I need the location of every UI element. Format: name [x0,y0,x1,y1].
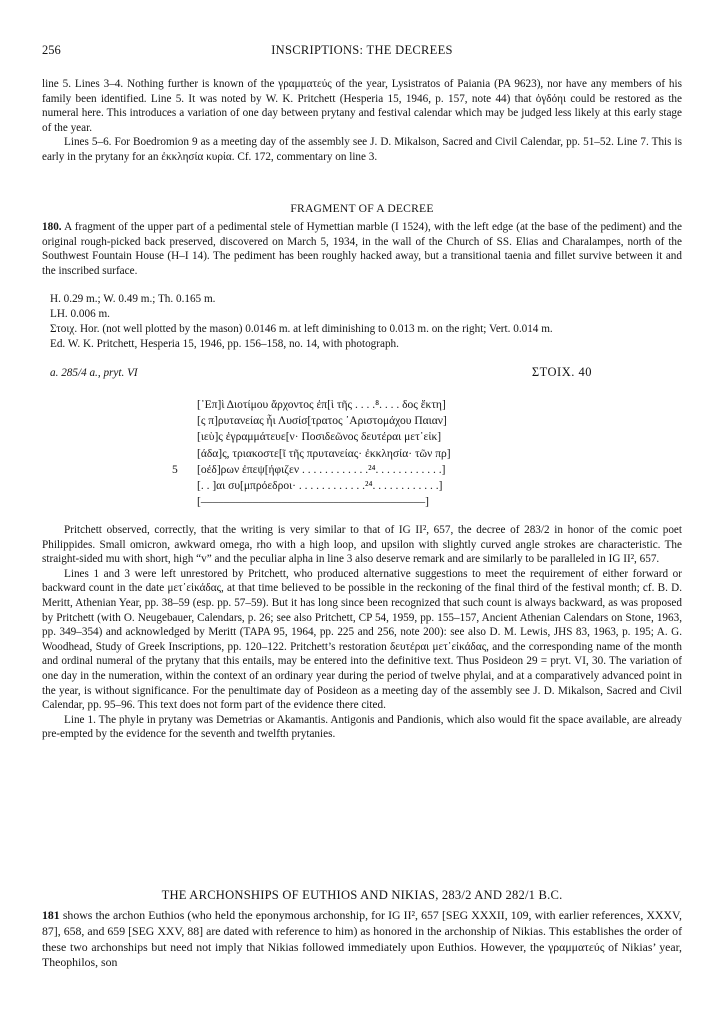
dimensions: H. 0.29 m.; W. 0.49 m.; Th. 0.165 m. [50,293,216,305]
inscription-line: [᾿Επ]ὶ Διοτίμου ἄρχοντος ἐπ[ὶ τῆς . . . .⁸. . . . δος ἕκτη] [197,399,446,411]
section-title-fragment: FRAGMENT OF A DECREE [290,202,434,215]
entry-181 [42,908,682,971]
line-number: 5 [172,463,178,476]
letter-height: LH. 0.006 m. [50,308,110,320]
inscription-line: [–––––––––––––––––––––––––––––––––––––––] [197,496,429,509]
entry-number-181: 181 [42,908,60,922]
page-number: 256 [42,43,61,57]
inscription-line: [. . ]αι συ[μπρόεδροι· . . . . . . . . . . . .²⁴. . . . . . . . . . . .] [197,480,443,493]
intro-commentary [42,77,682,165]
entry-181-text: shows the archon Euthios (who held the eponymous archonship, for IG II², 657 [SEG XXXII, 109, with earlier references, XXXV, 87], 658, and 659 [SEG XXV, 88] are dated with reference to him) as honored in the archonship of Nikias. This establishes the order of these two archonships but need not imply that Nikias followed immediately upon Euthios. However, the γραμματεύς of Nikias’ year, Theophilos, son [42,908,682,970]
stoichedon-spacing: Στοιχ. Hor. (not well plotted by the mason) 0.0146 m. at left diminishing to 0.013 m. on the right; Vert. 0.014 m. [50,323,553,335]
inscription-date: a. 285/4 a., pryt. VI [50,367,138,379]
inscription-text [42,397,682,515]
inscription-line: [οέδ]ρων ἐπεψ[ήφιζεν . . . . . . . . . . . .²⁴. . . . . . . . . . . .] [197,463,446,476]
edition: Ed. W. K. Pritchett, Hesperia 15, 1946, pp. 156–158, no. 14, with photograph. [50,338,399,350]
inscription-line: [ιεὺ]ς ἐγραμμάτευε[ν· Ποσιδεῶνος δευτέραι μετ᾿εἰκ] [197,431,442,444]
section-title-archonships: THE ARCHONSHIPS OF EUTHIOS AND NIKIAS, 283/2 AND 282/1 B.C. [161,888,563,902]
intro-paragraph-2: Lines 5–6. For Boedromion 9 as a meeting day of the assembly see J. D. Mikalson, Sacred and Civil Calendar, pp. 51–52. Line 7. This is early in the prytany for an ἐκκλησία κυρία. Cf. 172, commentary on line 3. [42,136,682,163]
commentary-paragraph-3: Line 1. The phyle in prytany was Demetrias or Akamantis. Antigonis and Pandionis, which also would fit the space available, are already pre-empted by the evidence for the seventh and twelfth prytanies. [42,713,682,741]
inscription-line: [άδα]ς, τριακοστε[ῖ τῆς πρυτανείας· ἐκκλησία· τῶν πρ] [197,447,451,460]
entry-180-commentary [42,523,682,742]
commentary-paragraph-1: Pritchett observed, correctly, that the writing is very similar to that of IG II², 657, the decree of 283/2 in honor of the comic poet Philippides. Small omicron, awkward omega, rho with a high loop, and upsilon with slightly curved angle strokes are characteristic. The straight-sided mu with short, high “v” and the peculiar alpha in line 3 also deserve remark and are similarly to be paralleled in IG II², 657. [42,524,682,566]
entry-180-text: A fragment of the upper part of a pedimental stele of Hymettian marble (I 1524), with the left edge (at the base of the pediment) and the original rough-picked back preserved, discovered on March 5, 1934, in the wall of the Church of SS. Elias and Charalampes, north of the Southwest Fountain House (H–I 14). The pediment has been roughly hacked away, but a transitional taenia and fillet survive between it and the inscribed surface. [42,221,682,277]
entry-180-meta [50,292,553,352]
stoich-label: ΣΤΟΙΧ. 40 [531,365,592,379]
intro-paragraph-1: line 5. Lines 3–4. Nothing further is known of the γραμματεύς of the year, Lysistratos of Paiania (PA 9623), nor have any members of his family been identified. Line 5. It was noted by W. K. Pritchett (Hesperia 15, 1946, p. 157, note 44) that ὀγδόηι could be restored as the numeral here. This introduces a variation of one day between prytany and festival calendar which may be judged less likely at this early stage of the year. [42,78,682,134]
entry-number-180: 180. [42,221,62,233]
commentary-paragraph-2: Lines 1 and 3 were left unrestored by Pritchett, who produced alternative suggestions to meet the requirement of either forward or backward count in the date μετ᾿εἰκάδας, at that time believed to be possible in the reckoning of the final third of the festival month; cf. B. D. Meritt, Athenian Year, pp. 38–59 (esp. pp. 57–59). But it has long since been recognized that such count is always backward, as was proposed by Pritchett (with O. Neugebauer, Calendars, p. 26; see also Pritchett, CP 54, 1959, pp. 155–157, Ancient Athenian Calendars on Stone, 1963, pp. 349–354) and acknowledged by Meritt (TAPA 95, 1964, pp. 225 and 256, note 200): see also D. M. Lewis, JHS 83, 1963, p. 195; A. G. Woodhead, Study of Greek Inscriptions, pp. 120–122. Pritchett’s restoration δευτέραι μετ᾿εἰκάδας, and the corresponding name of the month and ordinal numeral of the prytany that this entails, may be entered into the definitive text. Thus Posideon 29 = pryt. VI, 30. The variation of one day in the numeration, within the context of an ordinary year during the period of twelve phylai, and at a comparatively advanced point in the year, is without significance. For the penultimate day of Posideon as a meeting day of the assembly see J. D. Mikalson, Sacred and Civil Calendar, pp. 95–96. This text does not form part of the evidence there cited. [42,567,682,712]
running-title: INSCRIPTIONS: THE DECREES [271,43,453,57]
page-header [42,43,682,59]
date-line [50,367,138,379]
entry-180-description [42,220,682,278]
inscription-line: [ς π]ρυτανείας ἧι Λυσίσ[τρατος ᾿Αριστομάχου Παιαν] [197,415,447,428]
